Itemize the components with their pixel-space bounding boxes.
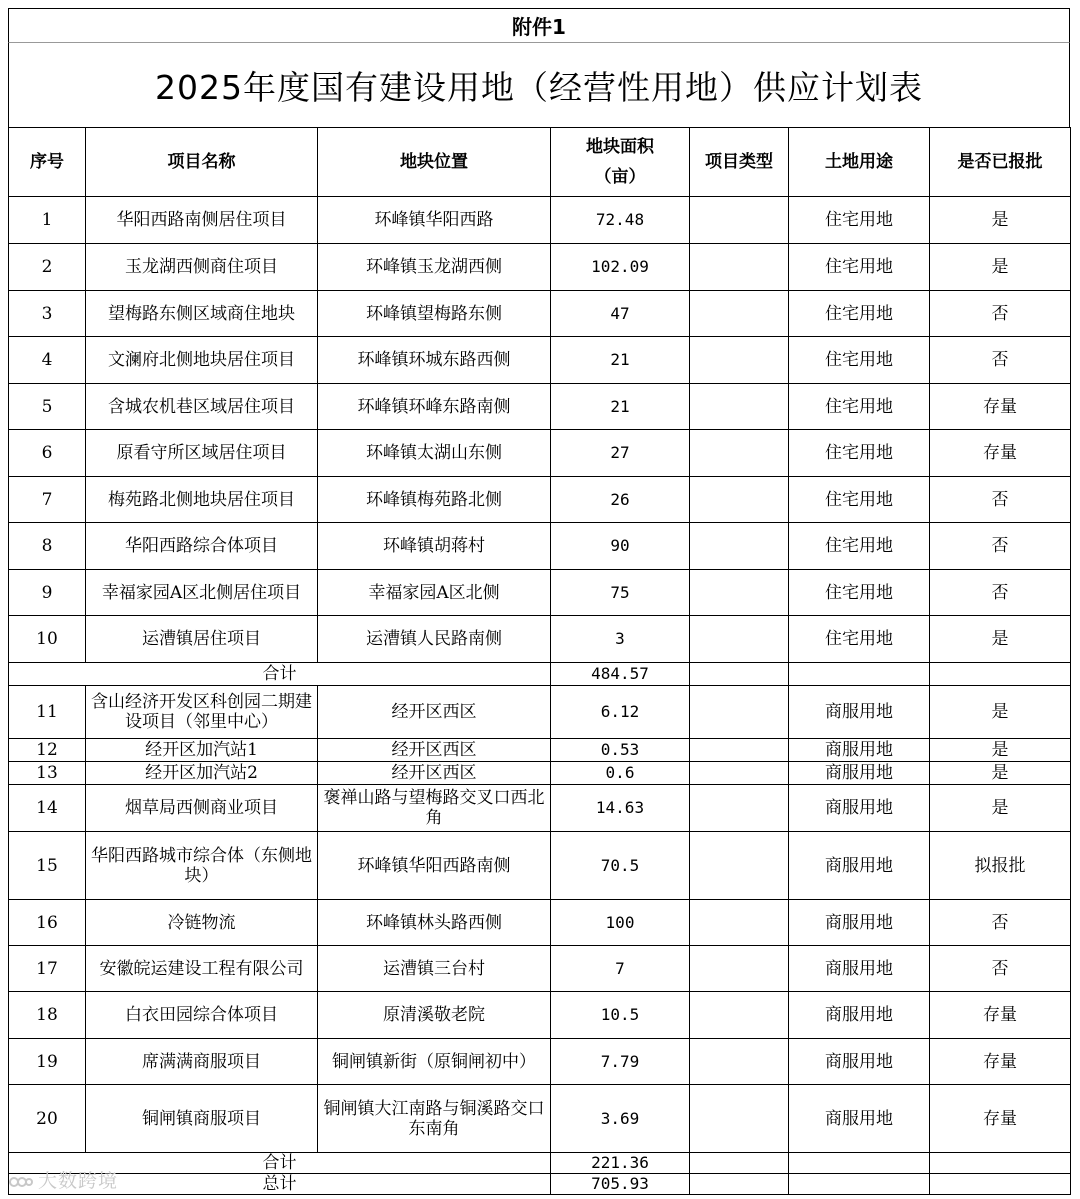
- cell-area: 102.09: [551, 244, 690, 291]
- table-row: [9, 739, 1071, 762]
- subtotal-row-commercial: [9, 1153, 1071, 1174]
- cell-no: 10: [9, 616, 86, 663]
- cell-name: 席满满商服项目: [86, 1039, 318, 1085]
- cell-approved: 否: [930, 570, 1071, 616]
- cell-area: 3.69: [551, 1085, 690, 1153]
- grand-total-row-label: 总计: [9, 1174, 551, 1195]
- cell-approved: 否: [930, 337, 1071, 384]
- cell-type: [690, 992, 789, 1039]
- cell-name: 运漕镇居住项目: [86, 616, 318, 663]
- table-row: [9, 1085, 1071, 1153]
- cell-use: 住宅用地: [789, 291, 930, 337]
- cell-no: 6: [9, 430, 86, 477]
- cell-approved: 存量: [930, 1085, 1071, 1153]
- cell-area: 3: [551, 616, 690, 663]
- cell-location: 环峰镇玉龙湖西侧: [318, 244, 551, 291]
- cell-type: [690, 197, 789, 244]
- header-area: [551, 128, 690, 197]
- cell-name: 华阳西路城市综合体（东侧地块）: [86, 832, 318, 900]
- cell-no: 20: [9, 1085, 86, 1153]
- cell-no: 16: [9, 900, 86, 946]
- cell-name: 玉龙湖西侧商住项目: [86, 244, 318, 291]
- cell-type: [690, 785, 789, 832]
- watermark-text: 大数跨境: [38, 1170, 119, 1192]
- cell-approved: 否: [930, 523, 1071, 570]
- cell-approved: 是: [930, 739, 1071, 762]
- subtotal-row-residential: [9, 663, 1071, 686]
- cell-approved: 存量: [930, 384, 1071, 430]
- attachment-label: 附件1: [8, 8, 1070, 43]
- cell-no: 8: [9, 523, 86, 570]
- cell-use: 商服用地: [789, 785, 930, 832]
- cell-location: 环峰镇华阳西路南侧: [318, 832, 551, 900]
- cell-approved: 是: [930, 244, 1071, 291]
- land-supply-table: [8, 127, 1071, 1195]
- cell-type: [690, 570, 789, 616]
- table-row: [9, 946, 1071, 992]
- table-row: [9, 616, 1071, 663]
- cell-type: [690, 337, 789, 384]
- cell-type: [690, 1085, 789, 1153]
- cell-approved: 存量: [930, 1039, 1071, 1085]
- empty-cell: [789, 1153, 930, 1174]
- cell-area: 70.5: [551, 832, 690, 900]
- table-row: [9, 291, 1071, 337]
- cell-no: 5: [9, 384, 86, 430]
- cell-area: 21: [551, 384, 690, 430]
- cell-location: 原清溪敬老院: [318, 992, 551, 1039]
- table-row: [9, 686, 1071, 739]
- cell-location: 环峰镇环峰东路南侧: [318, 384, 551, 430]
- cell-location: 环峰镇华阳西路: [318, 197, 551, 244]
- empty-cell: [930, 1153, 1071, 1174]
- header-name: 项目名称: [86, 128, 318, 197]
- cell-use: 商服用地: [789, 1039, 930, 1085]
- cell-name: 烟草局西侧商业项目: [86, 785, 318, 832]
- cell-location: 环峰镇林头路西侧: [318, 900, 551, 946]
- cell-type: [690, 1039, 789, 1085]
- cell-area: 27: [551, 430, 690, 477]
- cell-use: 住宅用地: [789, 570, 930, 616]
- empty-cell: [690, 663, 789, 686]
- cell-type: [690, 832, 789, 900]
- cell-approved: 否: [930, 291, 1071, 337]
- cell-no: 11: [9, 686, 86, 739]
- subtotal-row-residential-area: 484.57: [551, 663, 690, 686]
- cell-name: 原看守所区域居住项目: [86, 430, 318, 477]
- cell-location: 经开区西区: [318, 739, 551, 762]
- cell-area: 10.5: [551, 992, 690, 1039]
- header-area-line2: （亩）: [594, 167, 646, 187]
- table-row: [9, 244, 1071, 291]
- cell-type: [690, 384, 789, 430]
- cell-name: 望梅路东侧区域商住地块: [86, 291, 318, 337]
- cell-area: 26: [551, 477, 690, 523]
- cell-area: 14.63: [551, 785, 690, 832]
- empty-cell: [789, 663, 930, 686]
- cell-name: 冷链物流: [86, 900, 318, 946]
- cell-no: 2: [9, 244, 86, 291]
- cell-type: [690, 739, 789, 762]
- cell-area: 7: [551, 946, 690, 992]
- cell-name: 华阳西路南侧居住项目: [86, 197, 318, 244]
- cell-area: 47: [551, 291, 690, 337]
- cell-area: 6.12: [551, 686, 690, 739]
- cell-use: 商服用地: [789, 900, 930, 946]
- header-area-line1: 地块面积: [586, 137, 654, 157]
- cell-no: 17: [9, 946, 86, 992]
- cell-no: 4: [9, 337, 86, 384]
- table-row: [9, 992, 1071, 1039]
- cell-approved: 是: [930, 686, 1071, 739]
- cell-approved: 是: [930, 785, 1071, 832]
- watermark: [8, 1166, 118, 1193]
- watermark-logo-icon: [8, 1173, 34, 1191]
- cell-approved: 否: [930, 477, 1071, 523]
- cell-area: 100: [551, 900, 690, 946]
- cell-use: 住宅用地: [789, 337, 930, 384]
- cell-name: 华阳西路综合体项目: [86, 523, 318, 570]
- cell-use: 商服用地: [789, 762, 930, 785]
- table-row: [9, 1039, 1071, 1085]
- cell-area: 90: [551, 523, 690, 570]
- cell-name: 经开区加汽站1: [86, 739, 318, 762]
- grand-total-row: [9, 1174, 1071, 1195]
- cell-location: 环峰镇环城东路西侧: [318, 337, 551, 384]
- cell-use: 住宅用地: [789, 244, 930, 291]
- empty-cell: [690, 1174, 789, 1195]
- cell-name: 经开区加汽站2: [86, 762, 318, 785]
- table-row: [9, 570, 1071, 616]
- cell-location: 铜闸镇新街（原铜闸初中）: [318, 1039, 551, 1085]
- cell-type: [690, 686, 789, 739]
- empty-cell: [930, 663, 1071, 686]
- cell-no: 15: [9, 832, 86, 900]
- cell-no: 1: [9, 197, 86, 244]
- cell-name: 文澜府北侧地块居住项目: [86, 337, 318, 384]
- cell-area: 0.53: [551, 739, 690, 762]
- cell-type: [690, 762, 789, 785]
- empty-cell: [930, 1174, 1071, 1195]
- cell-no: 19: [9, 1039, 86, 1085]
- cell-use: 商服用地: [789, 739, 930, 762]
- cell-use: 住宅用地: [789, 616, 930, 663]
- cell-location: 环峰镇太湖山东侧: [318, 430, 551, 477]
- cell-use: 商服用地: [789, 946, 930, 992]
- cell-location: 幸福家园A区北侧: [318, 570, 551, 616]
- table-row: [9, 762, 1071, 785]
- document-sheet: [8, 8, 1070, 1195]
- cell-type: [690, 291, 789, 337]
- cell-name: 含山经济开发区科创园二期建设项目（邻里中心）: [86, 686, 318, 739]
- cell-use: 商服用地: [789, 992, 930, 1039]
- cell-approved: 是: [930, 616, 1071, 663]
- cell-name: 梅苑路北侧地块居住项目: [86, 477, 318, 523]
- table-row: [9, 900, 1071, 946]
- header-type: 项目类型: [690, 128, 789, 197]
- cell-use: 住宅用地: [789, 384, 930, 430]
- cell-approved: 是: [930, 197, 1071, 244]
- table-row: [9, 523, 1071, 570]
- cell-use: 住宅用地: [789, 197, 930, 244]
- cell-area: 21: [551, 337, 690, 384]
- cell-no: 9: [9, 570, 86, 616]
- cell-name: 白衣田园综合体项目: [86, 992, 318, 1039]
- cell-use: 商服用地: [789, 1085, 930, 1153]
- cell-no: 18: [9, 992, 86, 1039]
- cell-area: 75: [551, 570, 690, 616]
- table-row: [9, 384, 1071, 430]
- cell-approved: 是: [930, 762, 1071, 785]
- cell-name: 安徽皖运建设工程有限公司: [86, 946, 318, 992]
- cell-use: 住宅用地: [789, 477, 930, 523]
- cell-type: [690, 900, 789, 946]
- subtotal-row-residential-label: 合计: [9, 663, 551, 686]
- cell-type: [690, 477, 789, 523]
- table-row: [9, 785, 1071, 832]
- cell-type: [690, 523, 789, 570]
- cell-no: 3: [9, 291, 86, 337]
- cell-approved: 存量: [930, 430, 1071, 477]
- cell-location: 运漕镇三台村: [318, 946, 551, 992]
- cell-type: [690, 430, 789, 477]
- table-row: [9, 430, 1071, 477]
- cell-use: 住宅用地: [789, 430, 930, 477]
- cell-use: 住宅用地: [789, 523, 930, 570]
- cell-no: 7: [9, 477, 86, 523]
- cell-no: 12: [9, 739, 86, 762]
- cell-area: 0.6: [551, 762, 690, 785]
- subtotal-row-commercial-label: 合计: [9, 1153, 551, 1174]
- cell-area: 7.79: [551, 1039, 690, 1085]
- cell-no: 13: [9, 762, 86, 785]
- header-approved: 是否已报批: [930, 128, 1071, 197]
- subtotal-row-commercial-area: 221.36: [551, 1153, 690, 1174]
- document-title: 2025年度国有建设用地（经营性用地）供应计划表: [8, 43, 1070, 127]
- header-no: 序号: [9, 128, 86, 197]
- cell-location: 铜闸镇大江南路与铜溪路交口东南角: [318, 1085, 551, 1153]
- cell-approved: 存量: [930, 992, 1071, 1039]
- grand-total-row-area: 705.93: [551, 1174, 690, 1195]
- cell-name: 幸福家园A区北侧居住项目: [86, 570, 318, 616]
- cell-name: 含城农机巷区域居住项目: [86, 384, 318, 430]
- cell-location: 褒禅山路与望梅路交叉口西北角: [318, 785, 551, 832]
- cell-area: 72.48: [551, 197, 690, 244]
- header-use: 土地用途: [789, 128, 930, 197]
- table-row: [9, 337, 1071, 384]
- cell-location: 经开区西区: [318, 686, 551, 739]
- cell-type: [690, 244, 789, 291]
- cell-location: 环峰镇胡蒋村: [318, 523, 551, 570]
- cell-name: 铜闸镇商服项目: [86, 1085, 318, 1153]
- header-row: [9, 128, 1071, 197]
- table-row: [9, 477, 1071, 523]
- table-row: [9, 197, 1071, 244]
- cell-approved: 否: [930, 900, 1071, 946]
- header-location: 地块位置: [318, 128, 551, 197]
- empty-cell: [690, 1153, 789, 1174]
- cell-approved: 拟报批: [930, 832, 1071, 900]
- cell-type: [690, 946, 789, 992]
- cell-location: 运漕镇人民路南侧: [318, 616, 551, 663]
- cell-location: 经开区西区: [318, 762, 551, 785]
- cell-type: [690, 616, 789, 663]
- cell-use: 商服用地: [789, 686, 930, 739]
- table-row: [9, 832, 1071, 900]
- cell-location: 环峰镇梅苑路北侧: [318, 477, 551, 523]
- cell-location: 环峰镇望梅路东侧: [318, 291, 551, 337]
- empty-cell: [789, 1174, 930, 1195]
- cell-no: 14: [9, 785, 86, 832]
- cell-approved: 否: [930, 946, 1071, 992]
- cell-use: 商服用地: [789, 832, 930, 900]
